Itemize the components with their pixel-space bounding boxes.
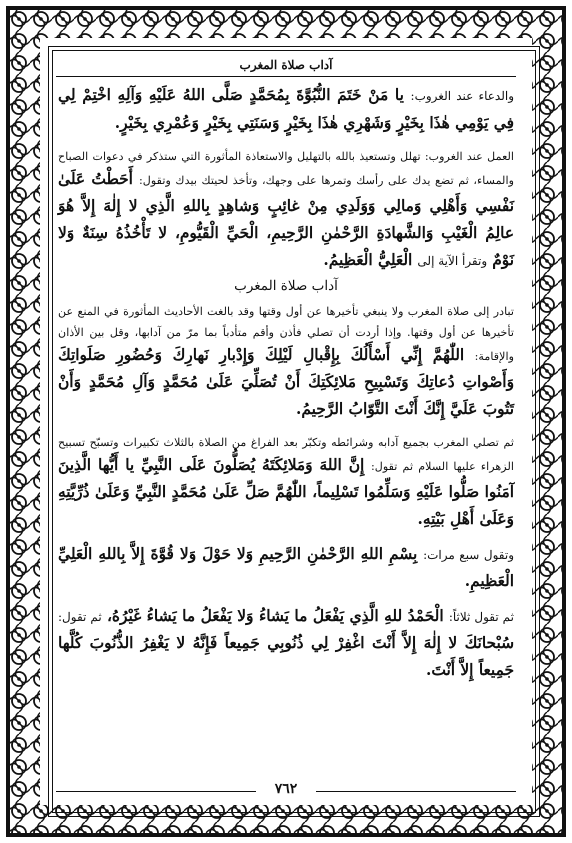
- paragraph-2: [58, 145, 514, 274]
- p5-lead: وتقول سبع مرات:: [423, 548, 514, 562]
- p1-lead: والدعاء عند الغروب:: [410, 89, 514, 103]
- footer-rule-right: [316, 791, 516, 792]
- p2-supplication: أَحَطْتُ عَلَىٰ نَفْسِي وَأَهْلِي وَمالِي وَوَلَدِي مِنْ غائِبٍ وَشاهِدٍ بِاللهِ الَّذِي لا إِلٰهَ إِلاَّ هُوَ عالِمُ الْغَيْبِ وَالشَّهادَةِ الرَّحْمٰنِ الرَّحِيمِ، الْحَيِّ الْقَيُّومِ، لا تَأْخُذُهُ سِنَةٌ وَلا نَوْمٌ: [58, 170, 514, 269]
- p2-tail: وتقرأ الآية إلى: [417, 254, 488, 268]
- paragraph-5: [58, 541, 514, 595]
- p3-supplication: اللّٰهُمَّ إِنِّي أَسْأَلُكَ بِإِقْبالِ لَيْلِكَ وَإِدْبارِ نَهارِكَ وَحُضُورِ صَلَواتِكَ وَأَصْواتِ دُعاتِكَ وَتَسْبِيحِ مَلائِكَتِكَ أَنْ تُصَلِّيَ عَلَىٰ مُحَمَّدٍ وَآلِ مُحَمَّدٍ وَأَنْ تَتُوبَ عَلَيَّ إِنَّكَ أَنْتَ التَّوّابُ الرَّحِيمُ.: [58, 346, 514, 418]
- p6-lead: ثم تقول ثلاثاً:: [448, 610, 515, 624]
- p1-supplication: يا مَنْ خَتَمَ النُّبُوَّةَ بِمُحَمَّدٍ صَلَّى اللهُ عَلَيْهِ وَآلِهِ اخْتِمْ لِي فِي يَوْمِي هٰذَا بِخَيْرٍ وَشَهْرِي هٰذَا بِخَيْرٍ وَسَنَتِي بِخَيْرٍ وَعُمْرِي بِخَيْرٍ.: [58, 86, 514, 132]
- p4-supplication: إِنَّ اللهَ وَمَلائِكَتَهُ يُصَلُّونَ عَلَى النَّبِيِّ يا أَيُّها الَّذِينَ آمَنُوا صَلُّوا عَلَيْهِ وَسَلِّمُوا تَسْلِيماً، اللّٰهُمَّ صَلِّ عَلَىٰ مُحَمَّدٍ النَّبِيِّ وَعَلَىٰ ذُرِّيَّتِهِ وَعَلَىٰ أَهْلِ بَيْتِهِ.: [58, 456, 514, 528]
- footer-rule-left: [56, 791, 256, 792]
- section-title: آداب صلاة المغرب: [234, 278, 338, 294]
- paragraph-3: [58, 300, 514, 423]
- p3-instruction: تبادر إلى صلاة المغرب ولا ينبغي تأخيرها عن أول وقتها وقد بالغت الأحاديث المأثورة في المنع عن تأخيرها عن أول وقتها. وإذا أردت أن تصلي فأذن وأقم متأدباً بما مرّ من آدابها، وقل بين الأذان والإقامة:: [58, 305, 514, 363]
- p5-supplication: بِسْمِ اللهِ الرَّحْمٰنِ الرَّحِيمِ وَلا حَوْلَ وَلا قُوَّةَ إِلاَّ بِاللهِ الْعَلِيِّ الْعَظِيمِ.: [58, 545, 514, 590]
- p4-instruction: ثم تصلي المغرب بجميع آدابه وشرائطه وتكبّر بعد الفراغ من الصلاة بالثلاث تكبيرات وتسبّح تسبيح الزهراء عليها السلام ثم تقول:: [58, 436, 514, 473]
- p2-instruction: العمل عند الغروب: تهلل وتستعيذ بالله بالتهليل والاستعاذة المأثورة التي ستذكر في دعوات الصباح والمساء، ثم تضع يدك على رأسك وتمرها على وجهك، وتأخذ لحيتك بيدك وتقول:: [58, 150, 514, 187]
- p6-supplication: الْحَمْدُ للهِ الَّذِي يَفْعَلُ ما يَشاءُ وَلا يَفْعَلُ ما يَشاءُ غَيْرُهُ،: [106, 607, 444, 625]
- page-body: [58, 82, 514, 684]
- paragraph-1: [58, 82, 514, 137]
- p6-lead-2: ثم تقول:: [58, 610, 102, 624]
- p2-end: الْعَلِيُّ الْعَظِيمُ.: [323, 251, 413, 269]
- paragraph-6: [58, 603, 514, 684]
- p6-supplication-2: سُبْحانَكَ لا إِلٰهَ إِلاَّ أَنْتَ اغْفِرْ لِي ذُنُوبِي جَمِيعاً فَإِنَّهُ لا يَغْفِرُ الذُّنُوبَ كُلَّها جَمِيعاً إِلاَّ أَنْتَ.: [58, 634, 514, 679]
- page-header-title: آداب صلاة المغرب: [239, 58, 333, 72]
- header-divider: [56, 76, 516, 77]
- paragraph-4: [58, 431, 514, 533]
- page-number: ٧٦٢: [274, 781, 298, 797]
